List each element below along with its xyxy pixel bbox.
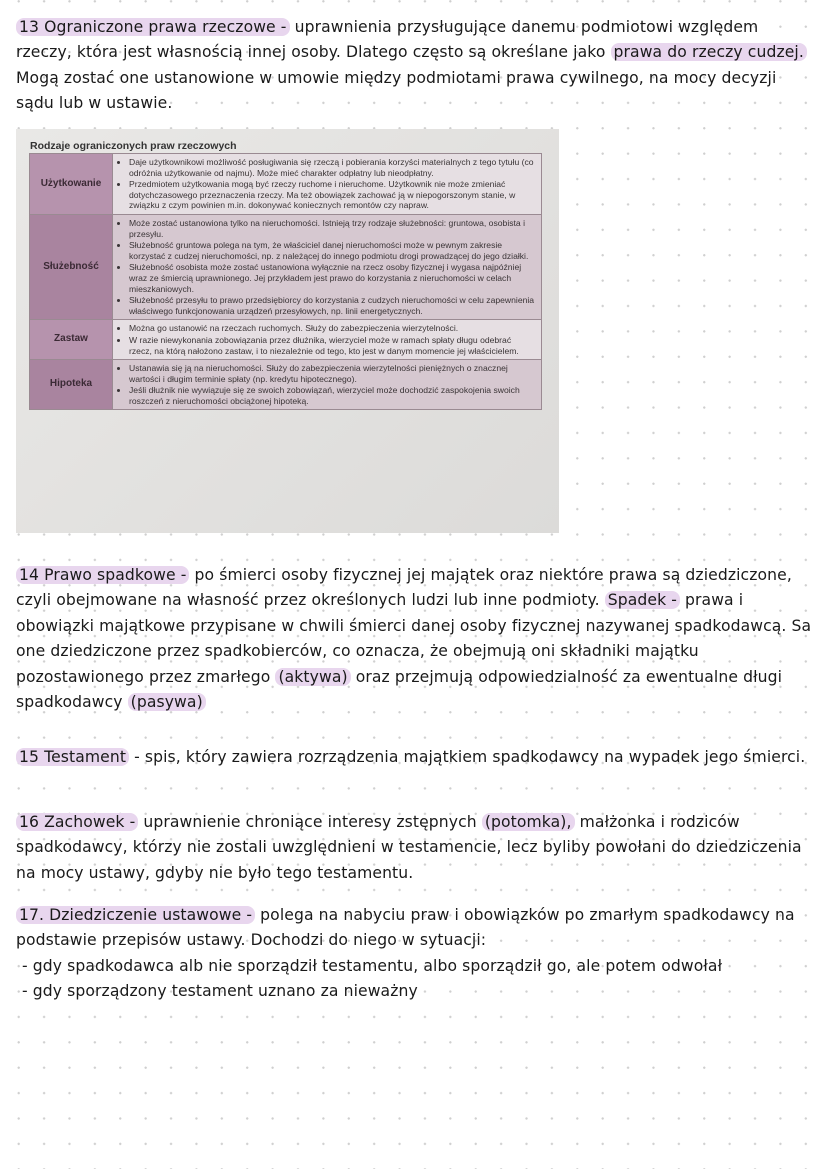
highlight: (pasywa) <box>128 693 206 711</box>
rights-table <box>29 153 542 410</box>
section-text: polega na nabyciu praw i obowiązków po zmarłym spadkodawcy na podstawie przepisów ustawy. Dochodzi do niego w sytuacji: <box>16 906 795 950</box>
table-row <box>30 360 542 410</box>
bullet-item: • Można go ustanowić na rzeczach ruchomych. Służy do zabezpieczenia wierzytelności. <box>129 323 535 334</box>
bullet-item: • Jeśli dłużnik nie wywiązuje się ze swoich zobowiązań, wierzyciel może dochodzić zaspokojenia swoich roszczeń z nieruchomości obciążonej hipoteką. <box>129 385 535 406</box>
row-content <box>113 154 542 215</box>
row-label: Hipoteka <box>30 360 113 410</box>
list-item: - gdy spadkodawca alb nie sporządził testamentu, albo sporządził go, ale potem odwołał <box>22 956 723 975</box>
table-photo <box>16 129 559 533</box>
section-15 <box>16 745 816 770</box>
row-label: Użytkowanie <box>30 154 113 215</box>
section-title: 15 Testament <box>16 748 129 766</box>
table-title: Rodzaje ograniczonych praw rzeczowych <box>30 140 237 152</box>
row-label: Zastaw <box>30 320 113 360</box>
section-16 <box>16 810 816 886</box>
section-title: 16 Zachowek - <box>16 813 138 831</box>
highlight: (potomka), <box>482 813 575 831</box>
bullet-item: • Służebność przesyłu to prawo przedsiębiorcy do korzystania z cudzych nieruchomości w celu zapewnienia właściwego funkcjonowania urządzeń przesyłowych, np. linii energetycznych. <box>129 295 535 316</box>
highlight: Spadek - <box>605 591 680 609</box>
section-text: - spis, który zawiera rozrządzenia majątkiem spadkodawcy na wypadek jego śmierci. <box>129 748 806 766</box>
bullet-item: • W razie niewykonania zobowiązania przez dłużnika, wierzyciel może w ramach spłaty długu odebrać rzecz, na którą nałożono zastaw, i to niezależnie od tego, kto jest w danym momencie jej właścicielem. <box>129 335 535 356</box>
section-14 <box>16 563 816 715</box>
section-17 <box>16 903 816 1005</box>
section-text: uprawnienia przysługujące danemu podmiotowi względem rzeczy, która jest własnością innej osoby. Dlatego często są określane jako <box>16 18 759 62</box>
row-content <box>113 320 542 360</box>
bullet-item: • Przedmiotem użytkowania mogą być rzeczy ruchome i nieruchome. Użytkownik nie może zmieniać dotychczasowego przeznaczenia rzeczy. Ma też obowiązek zachować ją w niepogorszonym stanie, w związku z czym powinien m.in. dokonywać koniecznych remontów czy napraw. <box>129 179 535 211</box>
section-text: Mogą zostać one ustanowione w umowie między podmiotami prawa cywilnego, na mocy decyzji sądu lub w ustawie. <box>16 68 777 113</box>
section-13 <box>16 15 816 117</box>
bullet-item: • Może zostać ustanowiona tylko na nieruchomości. Istnieją trzy rodzaje służebności: gruntowa, osobista i przesyłu. <box>129 218 535 239</box>
bullet-item: • Daje użytkownikowi możliwość posługiwania się rzeczą i pobierania korzyści materialnych z tego tytułu (co odróżnia użytkowanie od najmu). Może mieć charakter odpłatny lub nieodpłatny. <box>129 157 535 178</box>
highlight: (aktywa) <box>275 668 350 686</box>
section-text: oraz przejmują odpowiedzialność za ewentualne długi spadkodawcy <box>16 667 783 712</box>
bullet-item: • Ustanawia się ją na nieruchomości. Służy do zabezpieczenia wierzytelności pieniężnych o znacznej wartości i długim terminie spłaty (np. kredytu hipotecznego). <box>129 363 535 384</box>
section-title: 14 Prawo spadkowe - <box>16 566 189 584</box>
bullet-item: • Służebność gruntowa polega na tym, że właściciel danej nieruchomości może w pewnym zakresie korzystać z cudzej nieruchomości, np. z należącej do innego podmiotu drogi prowadzącej do jego działki. <box>129 240 535 261</box>
row-label: Służebność <box>30 214 113 319</box>
section-text: uprawnienie chroniące interesy zstępnych <box>138 813 482 831</box>
section-text: po śmierci osoby fizycznej jej majątek oraz niektóre prawa są dziedziczone, czyli obejmowane na własność przez określonych ludzi lub inne podmioty. <box>16 566 792 610</box>
table-row <box>30 320 542 360</box>
section-text: małżonka i rodziców spadkodawcy, którzy nie zostali uwzględnieni w testamencie, lecz byliby powołani do dziedziczenia na mocy ustawy, gdyby nie było tego testamentu. <box>16 813 802 882</box>
section-text: prawa i obowiązki majątkowe przypisane w chwili śmierci danej osoby fizycznej nazywanej spadkodawcą. Sa one dziedziczone przez spadkobierców, co oznacza, że obejmują oni składniki majątku pozostawionego przez zmarłego <box>16 591 812 686</box>
section-title: 13 Ograniczone prawa rzeczowe - <box>16 18 290 36</box>
row-content <box>113 214 542 319</box>
highlight: prawa do rzeczy cudzej. <box>611 43 807 61</box>
bullet-item: • Służebność osobista może zostać ustanowiona wyłącznie na rzecz osoby fizycznej i wygasa najpóźniej wraz ze śmiercią uprawnionego. Jej przykładem jest prawo do korzystania z nieruchomości w celach mieszkaniowych. <box>129 262 535 294</box>
row-content <box>113 360 542 410</box>
table-row <box>30 154 542 215</box>
table-row <box>30 214 542 319</box>
list-item: - gdy sporządzony testament uznano za nieważny <box>22 982 418 1001</box>
section-title: 17. Dziedziczenie ustawowe - <box>16 906 255 924</box>
